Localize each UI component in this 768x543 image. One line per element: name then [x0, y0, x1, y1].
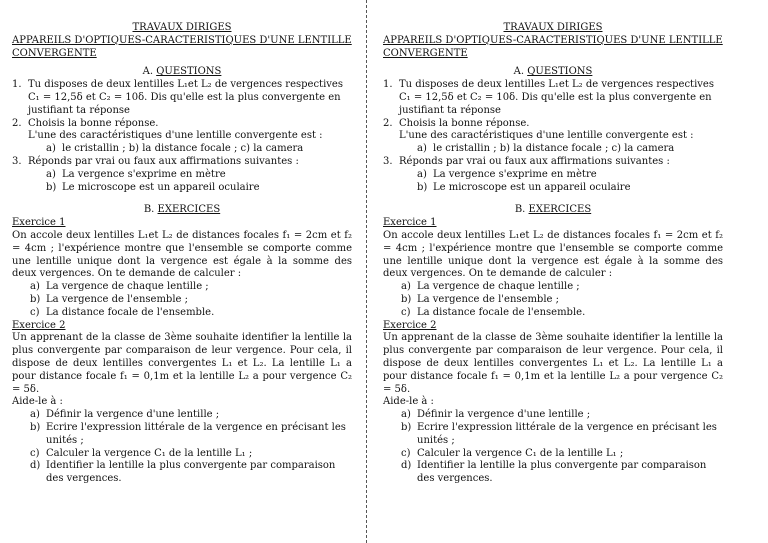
question-number: 3.	[12, 155, 22, 167]
question-1	[12, 79, 352, 117]
question-number: 2.	[383, 117, 393, 129]
item-text: Définir la vergence d'une lentille ;	[417, 409, 591, 421]
question-number	[12, 130, 28, 143]
item-text: Ecrire l'expression littérale de la vergence en précisant les unités ;	[46, 421, 346, 446]
exercise-2-heading: Exercice 2	[383, 319, 437, 331]
page-divider-dashed	[366, 0, 367, 543]
page-subtitle: APPAREILS D'OPTIQUES-CARACTERISTIQUES D'UNE LENTILLE CONVERGENTE	[383, 34, 723, 59]
page-title: TRAVAUX DIRIGES	[503, 22, 603, 33]
question-text: Tu disposes de deux lentilles L₁et L₂ de vergences respectives C₁ = 12,5δ et C₂ = 10δ. Dis qu'elle est la plus convergente en justifiant ta réponse	[28, 79, 343, 116]
item-text: Définir la vergence d'une lentille ;	[46, 409, 220, 421]
exercise-2-item-a	[383, 409, 723, 422]
option-text: le cristallin ; b) la distance focale ; c) la camera	[62, 143, 304, 155]
item-text: Le microscope est un appareil oculaire	[433, 181, 631, 193]
section-b-title: EXERCICES	[528, 204, 592, 216]
item-letter: d)	[401, 460, 412, 472]
section-a-title: QUESTIONS	[156, 66, 222, 78]
page-subtitle: APPAREILS D'OPTIQUES-CARACTERISTIQUES D'UNE LENTILLE CONVERGENTE	[12, 34, 352, 59]
section-a-letter: A.	[513, 66, 524, 78]
item-letter: c)	[30, 447, 40, 459]
section-a-title: QUESTIONS	[527, 66, 593, 78]
question-2-prompt	[12, 130, 352, 143]
section-b-letter: B.	[143, 204, 155, 216]
item-letter: b)	[401, 293, 412, 305]
question-text: L'une des caractéristiques d'une lentille convergente est :	[28, 130, 323, 142]
question-text: L'une des caractéristiques d'une lentille convergente est :	[399, 130, 694, 142]
item-letter: b)	[401, 421, 412, 433]
question-2-options	[12, 143, 352, 156]
exercise-2-heading: Exercice 2	[12, 319, 66, 331]
exercise-1-text: On accole deux lentilles L₁et L₂ de distances focales f₁ = 2cm et f₂ = 4cm ; l'expérience montre que l'ensemble se comporte comme une lentille unique dont la vergence est égale à la somme des deux vergences. On te demande de calculer :	[383, 229, 723, 280]
item-text: La vergence de chaque lentille ;	[417, 281, 580, 293]
section-a-letter: A.	[142, 66, 153, 78]
item-letter: b)	[417, 181, 428, 193]
item-letter: c)	[30, 306, 40, 318]
question-number: 2.	[12, 117, 22, 129]
option-letter: a)	[417, 143, 427, 155]
item-text: La vergence de l'ensemble ;	[417, 293, 559, 305]
item-letter: c)	[401, 306, 411, 318]
question-3-item-a	[383, 169, 723, 182]
item-text: Le microscope est un appareil oculaire	[62, 181, 260, 193]
question-number: 3.	[383, 155, 393, 167]
option-text: le cristallin ; b) la distance focale ; c) la camera	[433, 143, 675, 155]
item-letter: a)	[417, 168, 427, 180]
item-text: Calculer la vergence C₁ de la lentille L₁ ;	[46, 447, 253, 459]
question-2-options	[383, 143, 723, 156]
exercise-2-item-a	[12, 409, 352, 422]
item-text: Identifier la lentille la plus convergente par comparaison des vergences.	[417, 460, 707, 485]
exercise-1-item-b	[12, 294, 352, 307]
item-text: La vergence de chaque lentille ;	[46, 281, 209, 293]
exercise-1-heading: Exercice 1	[12, 217, 66, 229]
section-b-letter: B.	[514, 204, 526, 216]
item-text: La distance focale de l'ensemble.	[46, 306, 215, 318]
exercise-1-item-a	[12, 281, 352, 294]
exercise-1-item-c	[383, 307, 723, 320]
question-3	[383, 156, 723, 169]
exercise-2-item-c	[12, 448, 352, 461]
section-b-heading	[12, 204, 352, 217]
section-b-title: EXERCICES	[157, 204, 221, 216]
question-number	[383, 130, 399, 143]
exercise-2-item-b	[383, 422, 723, 448]
item-letter: c)	[401, 447, 411, 459]
question-number: 1.	[12, 79, 22, 91]
exercise-1-text: On accole deux lentilles L₁et L₂ de distances focales f₁ = 2cm et f₂ = 4cm ; l'expérience montre que l'ensemble se comporte comme une lentille unique dont la vergence est égale à la somme des deux vergences. On te demande de calculer :	[12, 229, 352, 280]
item-letter: b)	[30, 421, 41, 433]
question-text: Tu disposes de deux lentilles L₁et L₂ de vergences respectives C₁ = 12,5δ et C₂ = 10δ. Dis qu'elle est la plus convergente en justifiant ta réponse	[399, 79, 714, 116]
worksheet-left	[12, 22, 352, 486]
question-3-item-a	[12, 169, 352, 182]
item-letter: a)	[401, 281, 411, 293]
item-text: La distance focale de l'ensemble.	[417, 306, 586, 318]
item-letter: a)	[46, 168, 56, 180]
item-text: Identifier la lentille la plus convergente par comparaison des vergences.	[46, 460, 336, 485]
exercise-1-item-c	[12, 307, 352, 320]
exercise-2-aide: Aide-le à :	[383, 396, 434, 408]
question-number: 1.	[383, 79, 393, 91]
question-3-item-b	[12, 182, 352, 195]
question-2	[383, 118, 723, 131]
section-a-heading	[12, 66, 352, 79]
item-text: La vergence de l'ensemble ;	[46, 293, 188, 305]
item-letter: b)	[30, 293, 41, 305]
item-text: Ecrire l'expression littérale de la vergence en précisant les unités ;	[417, 421, 717, 446]
item-text: Calculer la vergence C₁ de la lentille L₁ ;	[417, 447, 624, 459]
question-3-item-b	[383, 182, 723, 195]
item-letter: a)	[401, 409, 411, 421]
section-a-heading	[383, 66, 723, 79]
question-text: Choisis la bonne réponse.	[28, 117, 159, 129]
exercise-2-text: Un apprenant de la classe de 3ème souhaite identifier la lentille la plus convergente par comparaison de leur vergence. Pour cela, il dispose de deux lentilles convergentes L₁ et L₂. La lentille L₁ a pour distance focale f₁ = 0,1m et la lentille L₂ a pour vergence C₂ = 5δ.	[12, 332, 352, 395]
exercise-2-aide: Aide-le à :	[12, 396, 63, 408]
exercise-2-text: Un apprenant de la classe de 3ème souhaite identifier la lentille la plus convergente par comparaison de leur vergence. Pour cela, il dispose de deux lentilles convergentes L₁ et L₂. La lentille L₁ a pour distance focale f₁ = 0,1m et la lentille L₂ a pour vergence C₂ = 5δ.	[383, 332, 723, 395]
item-letter: b)	[46, 181, 57, 193]
item-letter: a)	[30, 409, 40, 421]
question-text: Réponds par vrai ou faux aux affirmations suivantes :	[28, 155, 299, 167]
question-1	[383, 79, 723, 117]
option-letter: a)	[46, 143, 56, 155]
question-2-prompt	[383, 130, 723, 143]
worksheet-right	[383, 22, 723, 486]
question-text: Réponds par vrai ou faux aux affirmations suivantes :	[399, 155, 670, 167]
exercise-1-heading: Exercice 1	[383, 217, 437, 229]
question-3	[12, 156, 352, 169]
exercise-2-item-c	[383, 448, 723, 461]
question-2	[12, 118, 352, 131]
item-letter: a)	[30, 281, 40, 293]
section-b-heading	[383, 204, 723, 217]
exercise-1-item-a	[383, 281, 723, 294]
exercise-2-item-d	[383, 460, 723, 486]
exercise-2-item-d	[12, 460, 352, 486]
item-text: La vergence s'exprime en mètre	[433, 168, 597, 180]
item-letter: d)	[30, 460, 41, 472]
page-title: TRAVAUX DIRIGES	[132, 22, 232, 33]
question-text: Choisis la bonne réponse.	[399, 117, 530, 129]
exercise-2-item-b	[12, 422, 352, 448]
exercise-1-item-b	[383, 294, 723, 307]
item-text: La vergence s'exprime en mètre	[62, 168, 226, 180]
